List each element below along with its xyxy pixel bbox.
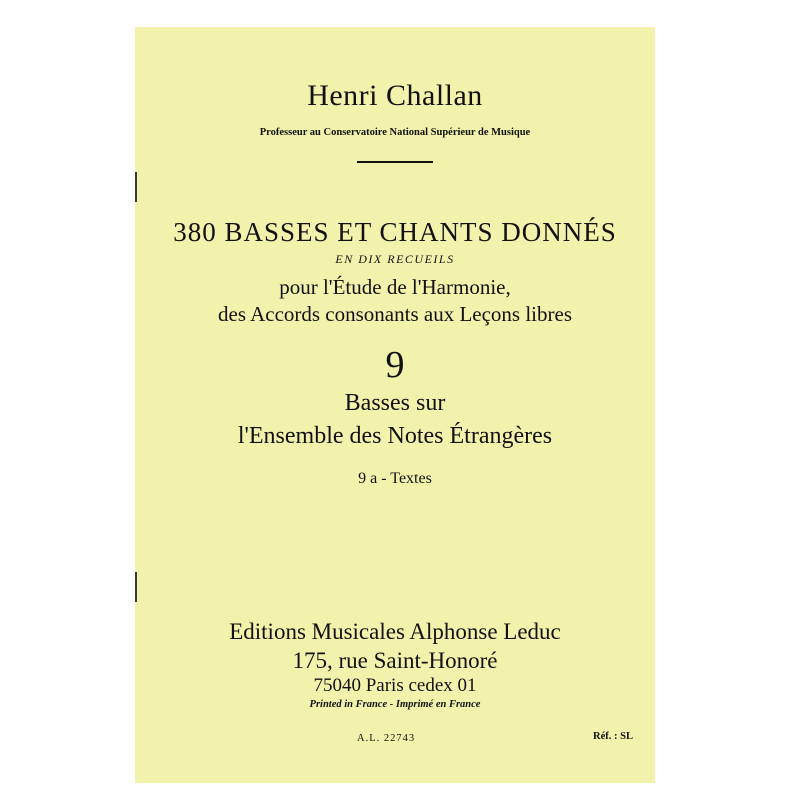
- reference-code: Réf. : SL: [593, 731, 633, 742]
- work-title: 380 BASSES ET CHANTS DONNÉS: [173, 217, 617, 247]
- publisher-name: Editions Musicales Alphonse Leduc: [229, 619, 561, 644]
- staple-bottom: [135, 572, 137, 602]
- collection-note: EN DIX RECUEILS: [335, 252, 455, 266]
- purpose-line-1: pour l'Étude de l'Harmonie,: [279, 275, 511, 299]
- volume-number: 9: [385, 344, 405, 386]
- catalog-number: A.L. 22743: [357, 733, 416, 744]
- publisher-street: 175, rue Saint-Honoré: [292, 648, 498, 673]
- purpose-line-2: des Accords consonants aux Leçons libres: [218, 302, 572, 326]
- volume-part: 9 a - Textes: [358, 470, 432, 487]
- author-title: Professeur au Conservatoire National Supérieur de Musique: [259, 127, 531, 138]
- volume-title-line-2: l'Ensemble des Notes Étrangères: [237, 423, 553, 449]
- volume-title-line-1: Basses sur: [344, 390, 446, 416]
- printed-in-france-note: Printed in France - Imprimé en France: [309, 699, 481, 710]
- divider-rule: [357, 161, 433, 163]
- author-name: Henri Challan: [307, 79, 483, 112]
- staple-top: [135, 172, 137, 202]
- score-cover: [135, 27, 655, 783]
- publisher-city: 75040 Paris cedex 01: [313, 675, 477, 696]
